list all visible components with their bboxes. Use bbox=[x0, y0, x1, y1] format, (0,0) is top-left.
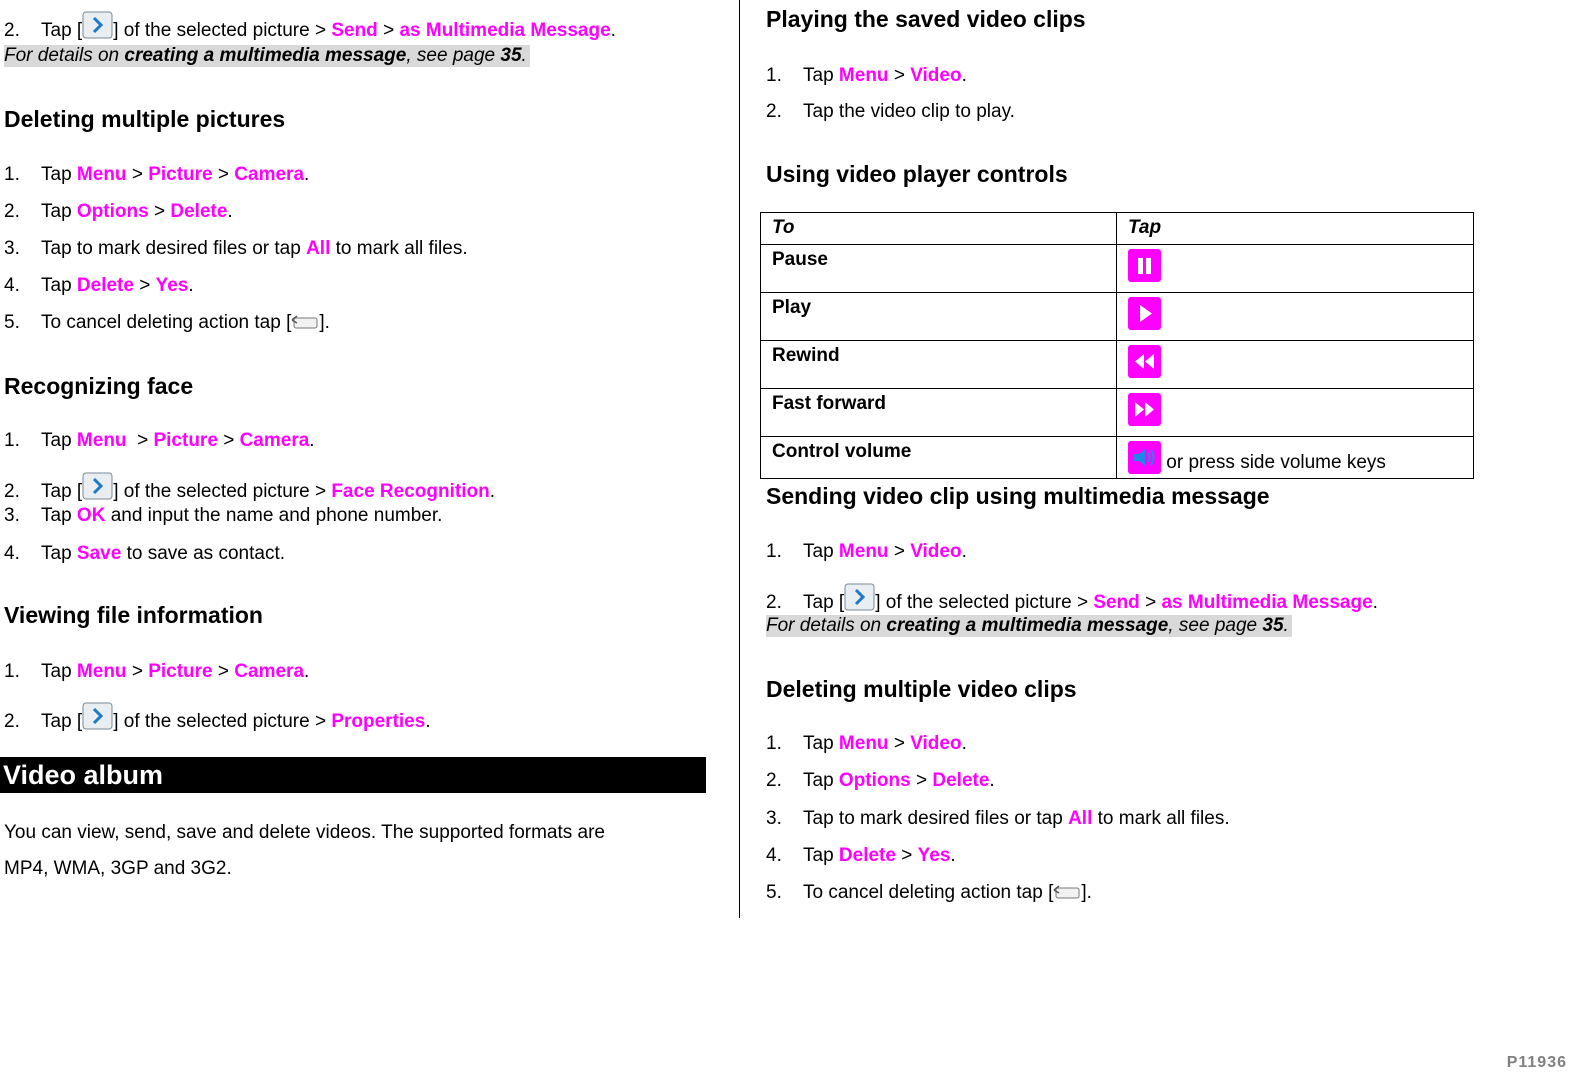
heading-viewing-info: Viewing file information bbox=[4, 602, 263, 628]
row-icon-cell bbox=[1117, 389, 1474, 437]
separator: > bbox=[131, 164, 143, 185]
menu-label: Menu bbox=[76, 164, 127, 185]
period: . bbox=[989, 770, 995, 791]
table-row bbox=[761, 341, 1474, 389]
text: Tap bbox=[41, 164, 72, 185]
video-label: Video bbox=[910, 733, 962, 754]
list-number: 1. bbox=[766, 65, 782, 86]
period: . bbox=[961, 733, 967, 754]
menu-label: Menu bbox=[76, 661, 127, 682]
list-number: 5. bbox=[766, 882, 782, 903]
list-number: 1. bbox=[766, 541, 782, 562]
note bbox=[4, 45, 530, 67]
text: Tap bbox=[41, 543, 72, 564]
mms-label: as Multimedia Message bbox=[399, 20, 611, 41]
bracket: ] bbox=[1081, 882, 1087, 903]
row-label: Pause bbox=[761, 245, 1117, 293]
text: of the selected picture bbox=[123, 711, 310, 732]
text: Tap bbox=[41, 201, 72, 222]
back-icon bbox=[291, 313, 319, 331]
volume-icon bbox=[1128, 441, 1161, 474]
list-item bbox=[4, 702, 431, 733]
bracket: [ bbox=[76, 711, 83, 732]
list-number: 4. bbox=[4, 275, 20, 296]
pause-icon bbox=[1128, 249, 1161, 282]
text: Tap bbox=[803, 733, 834, 754]
separator: > bbox=[314, 481, 327, 502]
text: Tap bbox=[41, 481, 72, 502]
send-label: Send bbox=[1093, 592, 1140, 613]
note-page: 35 bbox=[500, 45, 522, 66]
separator: > bbox=[153, 201, 166, 222]
period: . bbox=[961, 65, 967, 86]
list-number: 2. bbox=[4, 201, 20, 222]
row-icon-cell bbox=[1117, 341, 1474, 389]
note bbox=[766, 615, 1292, 637]
play-icon bbox=[1128, 297, 1161, 330]
list-number: 2. bbox=[4, 711, 20, 732]
column-divider bbox=[739, 0, 740, 918]
list-number: 5. bbox=[4, 312, 20, 333]
mms-label: as Multimedia Message bbox=[1161, 592, 1373, 613]
next-arrow-icon bbox=[82, 11, 113, 39]
list-number: 2. bbox=[766, 770, 782, 791]
note-text: For details on bbox=[766, 615, 882, 636]
delete-label: Delete bbox=[76, 275, 134, 296]
list-number: 1. bbox=[4, 164, 20, 185]
menu-label: Menu bbox=[838, 65, 889, 86]
page-footer-code: P11936 bbox=[1506, 1054, 1567, 1071]
text: to save as contact. bbox=[126, 543, 285, 564]
row-label: Control volume bbox=[761, 437, 1117, 479]
separator: > bbox=[139, 275, 151, 296]
list-number: 2. bbox=[4, 481, 20, 502]
list-number: 3. bbox=[4, 505, 20, 526]
list-item bbox=[766, 882, 1092, 904]
delete-label: Delete bbox=[170, 201, 228, 222]
yes-label: Yes bbox=[917, 845, 951, 866]
fast-forward-icon bbox=[1128, 393, 1161, 426]
text: Tap to mark desired files or tap bbox=[41, 238, 301, 259]
period: . bbox=[489, 481, 495, 502]
menu-label: Menu bbox=[838, 733, 889, 754]
period: . bbox=[610, 20, 616, 41]
separator: > bbox=[893, 65, 905, 86]
heading-sending-clip: Sending video clip using multimedia message bbox=[766, 483, 1270, 509]
separator: > bbox=[131, 661, 143, 682]
list-item bbox=[4, 430, 315, 452]
list-number: 4. bbox=[4, 543, 20, 564]
volume-keys-text: or press side volume keys bbox=[1166, 452, 1386, 473]
list-item bbox=[4, 164, 309, 186]
rewind-icon bbox=[1128, 345, 1161, 378]
period: . bbox=[961, 541, 967, 562]
yes-label: Yes bbox=[155, 275, 189, 296]
list-number: 2. bbox=[4, 20, 20, 41]
period: . bbox=[521, 45, 527, 66]
note-text: , see page bbox=[1168, 615, 1258, 636]
separator: > bbox=[223, 430, 235, 451]
ok-label: OK bbox=[76, 505, 106, 526]
separator: > bbox=[893, 541, 905, 562]
text: of the selected picture bbox=[123, 481, 310, 502]
list-item bbox=[4, 543, 285, 565]
list-number: 3. bbox=[4, 238, 20, 259]
text: Tap bbox=[41, 711, 72, 732]
list-item bbox=[766, 65, 967, 87]
column-header-to: To bbox=[761, 213, 1117, 245]
period: . bbox=[188, 275, 194, 296]
delete-label: Delete bbox=[838, 845, 896, 866]
row-icon-cell bbox=[1117, 293, 1474, 341]
bracket: ] bbox=[113, 20, 119, 41]
text: to mark all files. bbox=[1097, 808, 1230, 829]
bracket: ] bbox=[113, 711, 119, 732]
note-bold: creating a multimedia message bbox=[124, 45, 407, 66]
separator: > bbox=[137, 430, 149, 451]
period: . bbox=[309, 430, 315, 451]
list-item bbox=[4, 238, 468, 260]
section-banner-video-album: Video album bbox=[0, 757, 706, 793]
row-label: Fast forward bbox=[761, 389, 1117, 437]
delete-label: Delete bbox=[932, 770, 990, 791]
text: Tap to mark desired files or tap bbox=[803, 808, 1063, 829]
period: . bbox=[1283, 615, 1289, 636]
note-page: 35 bbox=[1262, 615, 1284, 636]
heading-player-controls: Using video player controls bbox=[766, 161, 1068, 187]
text: Tap bbox=[41, 661, 72, 682]
table-header-row bbox=[761, 213, 1474, 245]
list-item bbox=[4, 661, 309, 683]
separator: > bbox=[1076, 592, 1089, 613]
text: Tap bbox=[41, 20, 72, 41]
list-item bbox=[766, 583, 1378, 614]
list-item bbox=[766, 101, 1015, 123]
all-label: All bbox=[1068, 808, 1093, 829]
period: . bbox=[1086, 882, 1092, 903]
list-item bbox=[4, 472, 495, 503]
text: Tap bbox=[41, 275, 72, 296]
next-arrow-icon bbox=[844, 583, 875, 611]
list-number: 2. bbox=[766, 592, 782, 613]
list-item bbox=[4, 312, 330, 334]
period: . bbox=[425, 711, 431, 732]
separator: > bbox=[915, 770, 928, 791]
list-item bbox=[4, 201, 233, 223]
heading-recognizing-face: Recognizing face bbox=[4, 373, 194, 399]
table-row bbox=[761, 293, 1474, 341]
bracket: [ bbox=[838, 592, 845, 613]
options-label: Options bbox=[76, 201, 149, 222]
next-arrow-icon bbox=[82, 472, 113, 500]
separator: > bbox=[314, 711, 327, 732]
text: Tap bbox=[803, 845, 834, 866]
menu-label: Menu bbox=[76, 430, 127, 451]
video-label: Video bbox=[910, 65, 962, 86]
period: . bbox=[324, 312, 330, 333]
bracket: ] bbox=[113, 481, 119, 502]
all-label: All bbox=[306, 238, 331, 259]
text: To cancel deleting action tap bbox=[803, 882, 1043, 903]
camera-label: Camera bbox=[239, 430, 310, 451]
table-row bbox=[761, 437, 1474, 479]
period: . bbox=[1372, 592, 1378, 613]
table-row bbox=[761, 245, 1474, 293]
text: Tap bbox=[803, 770, 834, 791]
separator: > bbox=[893, 733, 905, 754]
intro-line-2: MP4, WMA, 3GP and 3G2. bbox=[4, 858, 232, 879]
bracket: [ bbox=[1048, 882, 1054, 903]
text: and input the name and phone number. bbox=[110, 505, 443, 526]
text: of the selected picture bbox=[123, 20, 310, 41]
separator: > bbox=[217, 661, 230, 682]
text: of the selected picture bbox=[885, 592, 1072, 613]
text: Tap bbox=[803, 541, 834, 562]
heading-deleting-pictures: Deleting multiple pictures bbox=[4, 106, 286, 132]
period: . bbox=[304, 164, 310, 185]
note-bold: creating a multimedia message bbox=[886, 615, 1169, 636]
send-label: Send bbox=[331, 20, 378, 41]
list-item bbox=[766, 541, 967, 563]
period: . bbox=[227, 201, 233, 222]
heading-deleting-videos: Deleting multiple video clips bbox=[766, 676, 1077, 702]
separator: > bbox=[383, 20, 395, 41]
row-icon-cell bbox=[1117, 245, 1474, 293]
list-item bbox=[4, 505, 442, 527]
menu-label: Menu bbox=[838, 541, 889, 562]
list-number: 4. bbox=[766, 845, 782, 866]
video-label: Video bbox=[910, 541, 962, 562]
properties-label: Properties bbox=[331, 711, 426, 732]
period: . bbox=[304, 661, 310, 682]
bracket: ] bbox=[875, 592, 881, 613]
text: to mark all files. bbox=[335, 238, 468, 259]
separator: > bbox=[901, 845, 913, 866]
text: Tap bbox=[41, 430, 72, 451]
list-item bbox=[766, 808, 1230, 830]
list-number: 2. bbox=[766, 101, 782, 122]
separator: > bbox=[1145, 592, 1157, 613]
note-text: , see page bbox=[406, 45, 496, 66]
text: Tap the video clip to play. bbox=[803, 101, 1015, 122]
intro-line-1: You can view, send, save and delete videos. The supported formats are bbox=[4, 822, 605, 843]
list-number: 1. bbox=[4, 661, 20, 682]
note-text: For details on bbox=[4, 45, 120, 66]
text: Tap bbox=[803, 65, 834, 86]
list-item bbox=[766, 770, 995, 792]
bracket: ] bbox=[319, 312, 325, 333]
list-item bbox=[766, 733, 967, 755]
text: To cancel deleting action tap bbox=[41, 312, 281, 333]
camera-label: Camera bbox=[234, 164, 305, 185]
row-label: Rewind bbox=[761, 341, 1117, 389]
next-arrow-icon bbox=[82, 702, 113, 730]
text: Tap bbox=[41, 505, 72, 526]
player-controls-table bbox=[760, 212, 1474, 479]
camera-label: Camera bbox=[234, 661, 305, 682]
row-icon-cell bbox=[1117, 437, 1474, 479]
back-icon bbox=[1053, 883, 1081, 901]
column-header-tap: Tap bbox=[1117, 213, 1474, 245]
options-label: Options bbox=[838, 770, 911, 791]
separator: > bbox=[217, 164, 230, 185]
list-item bbox=[4, 11, 616, 42]
bracket: [ bbox=[76, 20, 83, 41]
picture-label: Picture bbox=[153, 430, 218, 451]
row-label: Play bbox=[761, 293, 1117, 341]
list-item bbox=[766, 845, 956, 867]
list-item bbox=[4, 275, 194, 297]
period: . bbox=[950, 845, 956, 866]
face-recognition-label: Face Recognition bbox=[331, 481, 490, 502]
table-row bbox=[761, 389, 1474, 437]
separator: > bbox=[314, 20, 327, 41]
list-number: 3. bbox=[766, 808, 782, 829]
picture-label: Picture bbox=[148, 661, 213, 682]
picture-label: Picture bbox=[148, 164, 213, 185]
heading-playing-clips: Playing the saved video clips bbox=[766, 6, 1086, 32]
save-label: Save bbox=[76, 543, 122, 564]
bracket: [ bbox=[286, 312, 292, 333]
bracket: [ bbox=[76, 481, 83, 502]
list-number: 1. bbox=[4, 430, 20, 451]
text: Tap bbox=[803, 592, 834, 613]
list-number: 1. bbox=[766, 733, 782, 754]
